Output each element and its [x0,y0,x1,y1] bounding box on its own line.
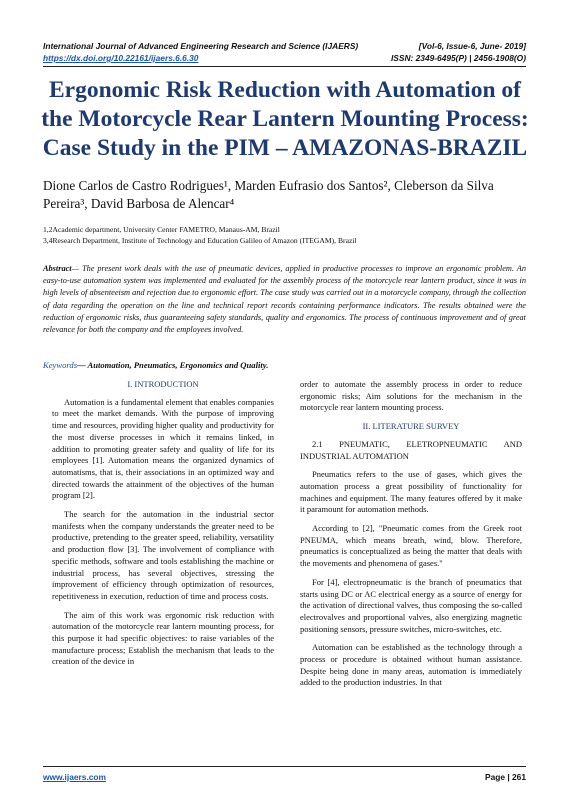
paragraph: Automation is a fundamental element that enables companies to meet the market demands. With the purpose of improving time and resources, providing higher quality and productivity for the most diverse processes in which it remains linked, in addition to promoting greater safety and quality of life for its employees [1]. Automation means the organized dynamics of automatisms, that is, their associations in an optimized way and directed towards the attainment of the objectives of the human program [2]. [52,396,274,501]
keywords-label: Keywords [43,360,78,370]
section-heading-literature: II. LITERATURE SURVEY [362,421,460,432]
abstract-label: Abstract [43,264,72,273]
paragraph: For [4], electropneumatic is the branch of pneumatics that starts using DC or AC electrical energy as a source of energy for the activation of directional valves, thus composing the so-called electrovalves and proportional valves, also energizing magnetic positioning sensors, pressure switches, micro-switches, etc. [300,576,522,634]
paragraph: Automation can be established as the technology through a process or procedure is obtained without human assistance. Despite being done in many areas, automation is immediately added to the production industries. In that [300,642,522,688]
journal-name: International Journal of Advanced Engineering Research and Science (IJAERS) [43,41,359,51]
doi-link[interactable]: https://dx.doi.org/10.22161/ijaers.6.6.30 [43,53,199,63]
abstract-text: — The present work deals with the use of pneumatic devices, applied in productive processes to improve an ergonomic problem. An easy-to-use automation system was implemented and evaluated for the assembly process of the motorcycle rear lantern product, since it was in high levels of absenteeism and rejection due to ergonomic effort. The case study was carried out in a motorcycle company, through the collection of data regarding the operation on the line and technical report records containing performance indicators. The results obtained were the reduction of ergonomic risks, thus guaranteeing safety standards, quality and ergonomics. The process of continuous improvement and of great relevance for both the company and the employees involved. [43,264,526,335]
affiliations [43,224,528,246]
journal-url[interactable]: www.ijaers.com [43,772,106,782]
affiliation-1: 1,2Academic department, University Center FAMETRO, Manaus-AM, Brazil [43,225,280,234]
abstract [43,263,526,336]
paper-title: Ergonomic Risk Reduction with Automation of the Motorcycle Rear Lantern Mounting Process: Case Study in the PIM – AMAZONAS-BRAZIL [41,77,529,161]
running-header-bottom [43,53,526,63]
paragraph: The aim of this work was ergonomic risk reduction with automation of the motorcycle rear lantern mounting process, for this purpose it had specific objectives: to raise variables of the manufacture process; Establish the mechanism that leads to the creation of the device in [52,609,274,667]
issn: ISSN: 2349-6495(P) | 2456-1908(O) [390,53,526,63]
affiliation-2: 3,4Research Department, Institute of Technology and Education Galileo of Amazon (ITEGAM), Brazil [43,236,357,245]
keywords-text: — Automation, Pneumatics, Ergonomics and Quality. [77,360,269,370]
header-rule [43,66,526,67]
footer [43,772,526,782]
right-column [300,379,522,696]
volume-issue: [Vol-6, Issue-6, June- 2019] [418,41,526,51]
authors: Dione Carlos de Castro Rodrigues¹, Marden Eufrasio dos Santos², Cleberson da Silva Pereira³, David Barbosa de Alencar⁴ [43,178,494,211]
paragraph: According to [2], "Pneumatic comes from the Greek root PNEUMA, which means breath, wind, blow. Therefore, pneumatics is conceptualized as being the matter that deals with the movements and phenomena of gases." [300,523,522,569]
paragraph-continuation: order to automate the assembly process in order to reduce ergonomic risks; Aim solutions for the mechanism in the motorcycle rear lantern mounting process. [300,379,522,413]
left-column [52,379,274,675]
paragraph: The search for the automation in the industrial sector manifests when the company understands the greater need to be productive, pretending to the greater speed, reliability, versatility and production flow [3]. The involvement of compliance with specific methods, software and tools establishing the machine or industrial process, has several objectives, stressing the improvement of efficiency through optimization of resources, repetitiveness in execution, reduction of time and process costs. [52,509,274,601]
section-heading-introduction: I. INTRODUCTION [127,379,199,389]
subsection-heading: 2.1 PNEUMATIC, ELETROPNEUMATIC AND INDUSTRIAL AUTOMATION [300,438,522,461]
keywords [43,360,268,370]
footer-rule [43,766,526,767]
running-header-top [43,41,526,51]
page-number: Page | 261 [485,772,526,782]
paragraph: Pneumatics refers to the use of gases, which gives the automation process a great possibility of functionality for machines and equipment. The many features offered by it make it paramount for automation methods. [300,469,522,515]
